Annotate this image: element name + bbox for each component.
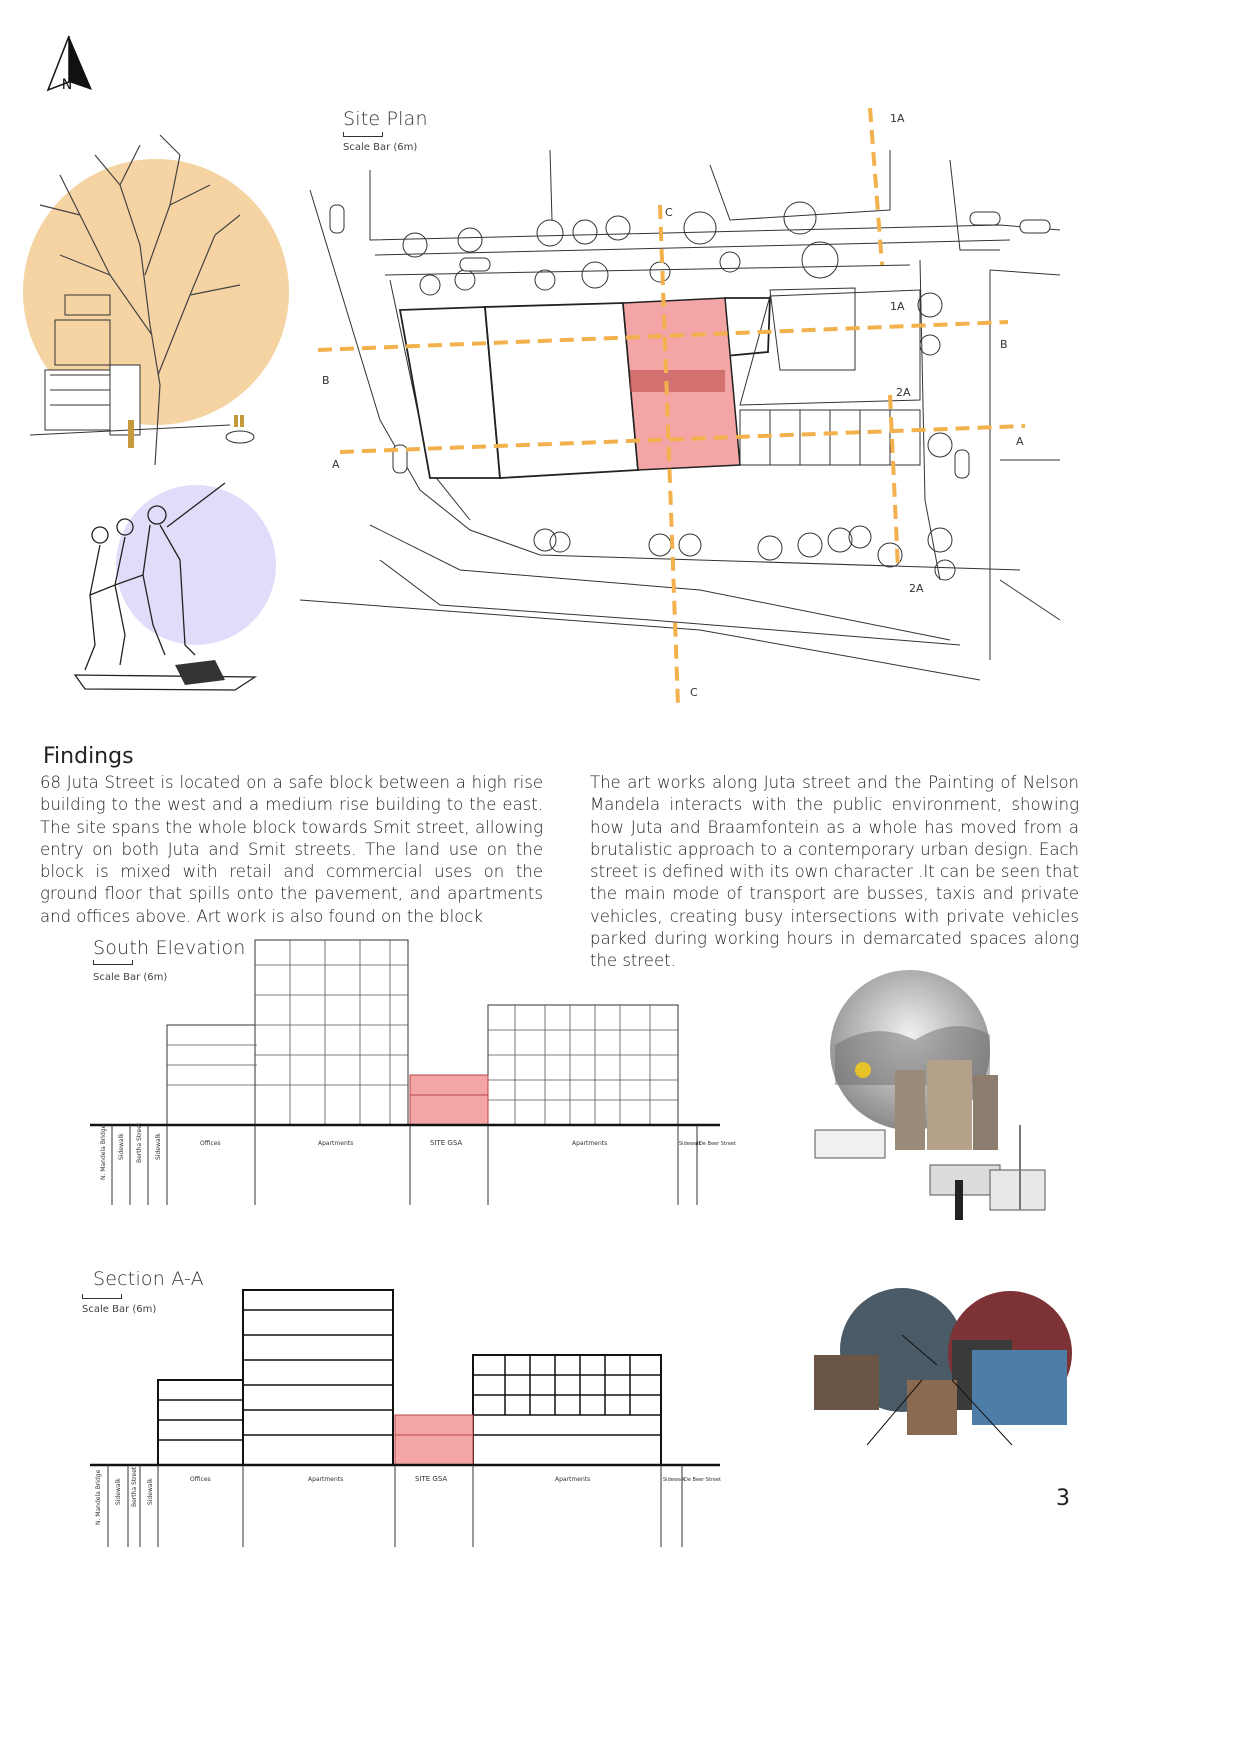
south-elevation-scale-label: Scale Bar (6m) (93, 972, 168, 983)
statue-mural-photo-collage (812, 1285, 1077, 1450)
lavender-circle (116, 485, 276, 645)
site-plan-scale-label: Scale Bar (6m) (343, 142, 418, 153)
sec-label-sidewalk-3: Sidewalk (663, 1477, 686, 1483)
street-photo-collage (815, 965, 1050, 1225)
elev-label-street: Bertha Street (136, 1122, 143, 1163)
section-aa-title: Section A-A (93, 1268, 204, 1290)
elev-label-sidewalk-3: Sidewalk (679, 1141, 702, 1147)
sec-label-sidewalk-1: Sidewalk (115, 1478, 122, 1505)
marker-a-right: A (1016, 435, 1024, 448)
elev-label-apartments-1: Apartments (318, 1140, 354, 1147)
marker-b-left: B (322, 374, 330, 387)
elev-label-sidewalk-2: Sidewalk (155, 1133, 162, 1160)
sec-label-sidewalk-2: Sidewalk (147, 1478, 154, 1505)
south-elevation-title: South Elevation (93, 937, 246, 959)
marker-a-left: A (332, 458, 340, 471)
sec-label-apartments-1: Apartments (308, 1476, 344, 1483)
findings-heading: Findings (43, 744, 134, 769)
elev-label-sidewalk-1: Sidewalk (118, 1133, 125, 1160)
marker-1a-mid: 1A (890, 300, 905, 313)
elevation-label-dividers (112, 1125, 697, 1205)
page-number: 3 (1056, 1486, 1070, 1511)
findings-paragraph-1: 68 Juta Street is located on a safe block between a high rise building to the west and a medium rise building to the east. The site spans the whole block towards Smit street, allowing entry on both Juta and Smit streets. The land use on the block is mixed with retail and commercial uses on the ground floor that spills onto the pavement, and apartments and offices above. Art work is also found on the block (40, 773, 543, 926)
tree-sketch-illustration (0, 125, 300, 475)
marker-2a-top: 2A (896, 386, 911, 399)
elevation-site (410, 1075, 488, 1125)
statue-sketch-illustration (55, 465, 280, 695)
marker-b-right: B (1000, 338, 1008, 351)
marker-2a-bottom: 2A (909, 582, 924, 595)
elev-label-site: SITE GSA (430, 1139, 463, 1147)
elev-label-de-beer: De Beer Street (699, 1141, 736, 1147)
site-highlight (623, 298, 740, 470)
sec-label-apartments-2: Apartments (555, 1476, 591, 1483)
south-elevation-drawing (90, 935, 736, 1210)
marker-c-bottom: C (690, 686, 698, 699)
elev-label-offices: Offices (200, 1140, 221, 1147)
marker-c-top: C (665, 206, 673, 219)
sec-label-street: Bertha Street (131, 1466, 138, 1507)
section-site (395, 1415, 473, 1465)
north-arrow (40, 34, 98, 94)
north-label: N (61, 77, 73, 93)
sec-label-offices: Offices (190, 1476, 211, 1483)
elev-label-bridge: N. Mandela Bridge (100, 1124, 107, 1180)
elev-label-apartments-2: Apartments (572, 1140, 608, 1147)
sec-label-bridge: N. Mandela Bridge (95, 1469, 102, 1525)
north-arrow-icon (40, 34, 98, 94)
site-plan-drawing (300, 100, 1070, 710)
sec-label-de-beer: De Beer Street (684, 1477, 721, 1483)
section-aa-drawing (90, 1285, 720, 1550)
section-aa-scale-label: Scale Bar (6m) (82, 1304, 157, 1315)
statue-shading (175, 660, 225, 685)
site-plan-title: Site Plan (343, 108, 428, 130)
findings-paragraph-2: The art works along Juta street and the Painting of Nelson Mandela interacts with the public environment, showing how Juta and Braamfontein as a whole has moved from a brutalistic approach to a contemporary urban design. Each street is defined with its own character .It can be seen that the main mode of transport are busses, taxis and private vehicles, creating busy intersections with private vehicles parked during working hours in demarcated spaces along the street. (590, 773, 1079, 971)
marker-1a-top: 1A (890, 112, 905, 125)
sec-label-site: SITE GSA (415, 1475, 448, 1483)
